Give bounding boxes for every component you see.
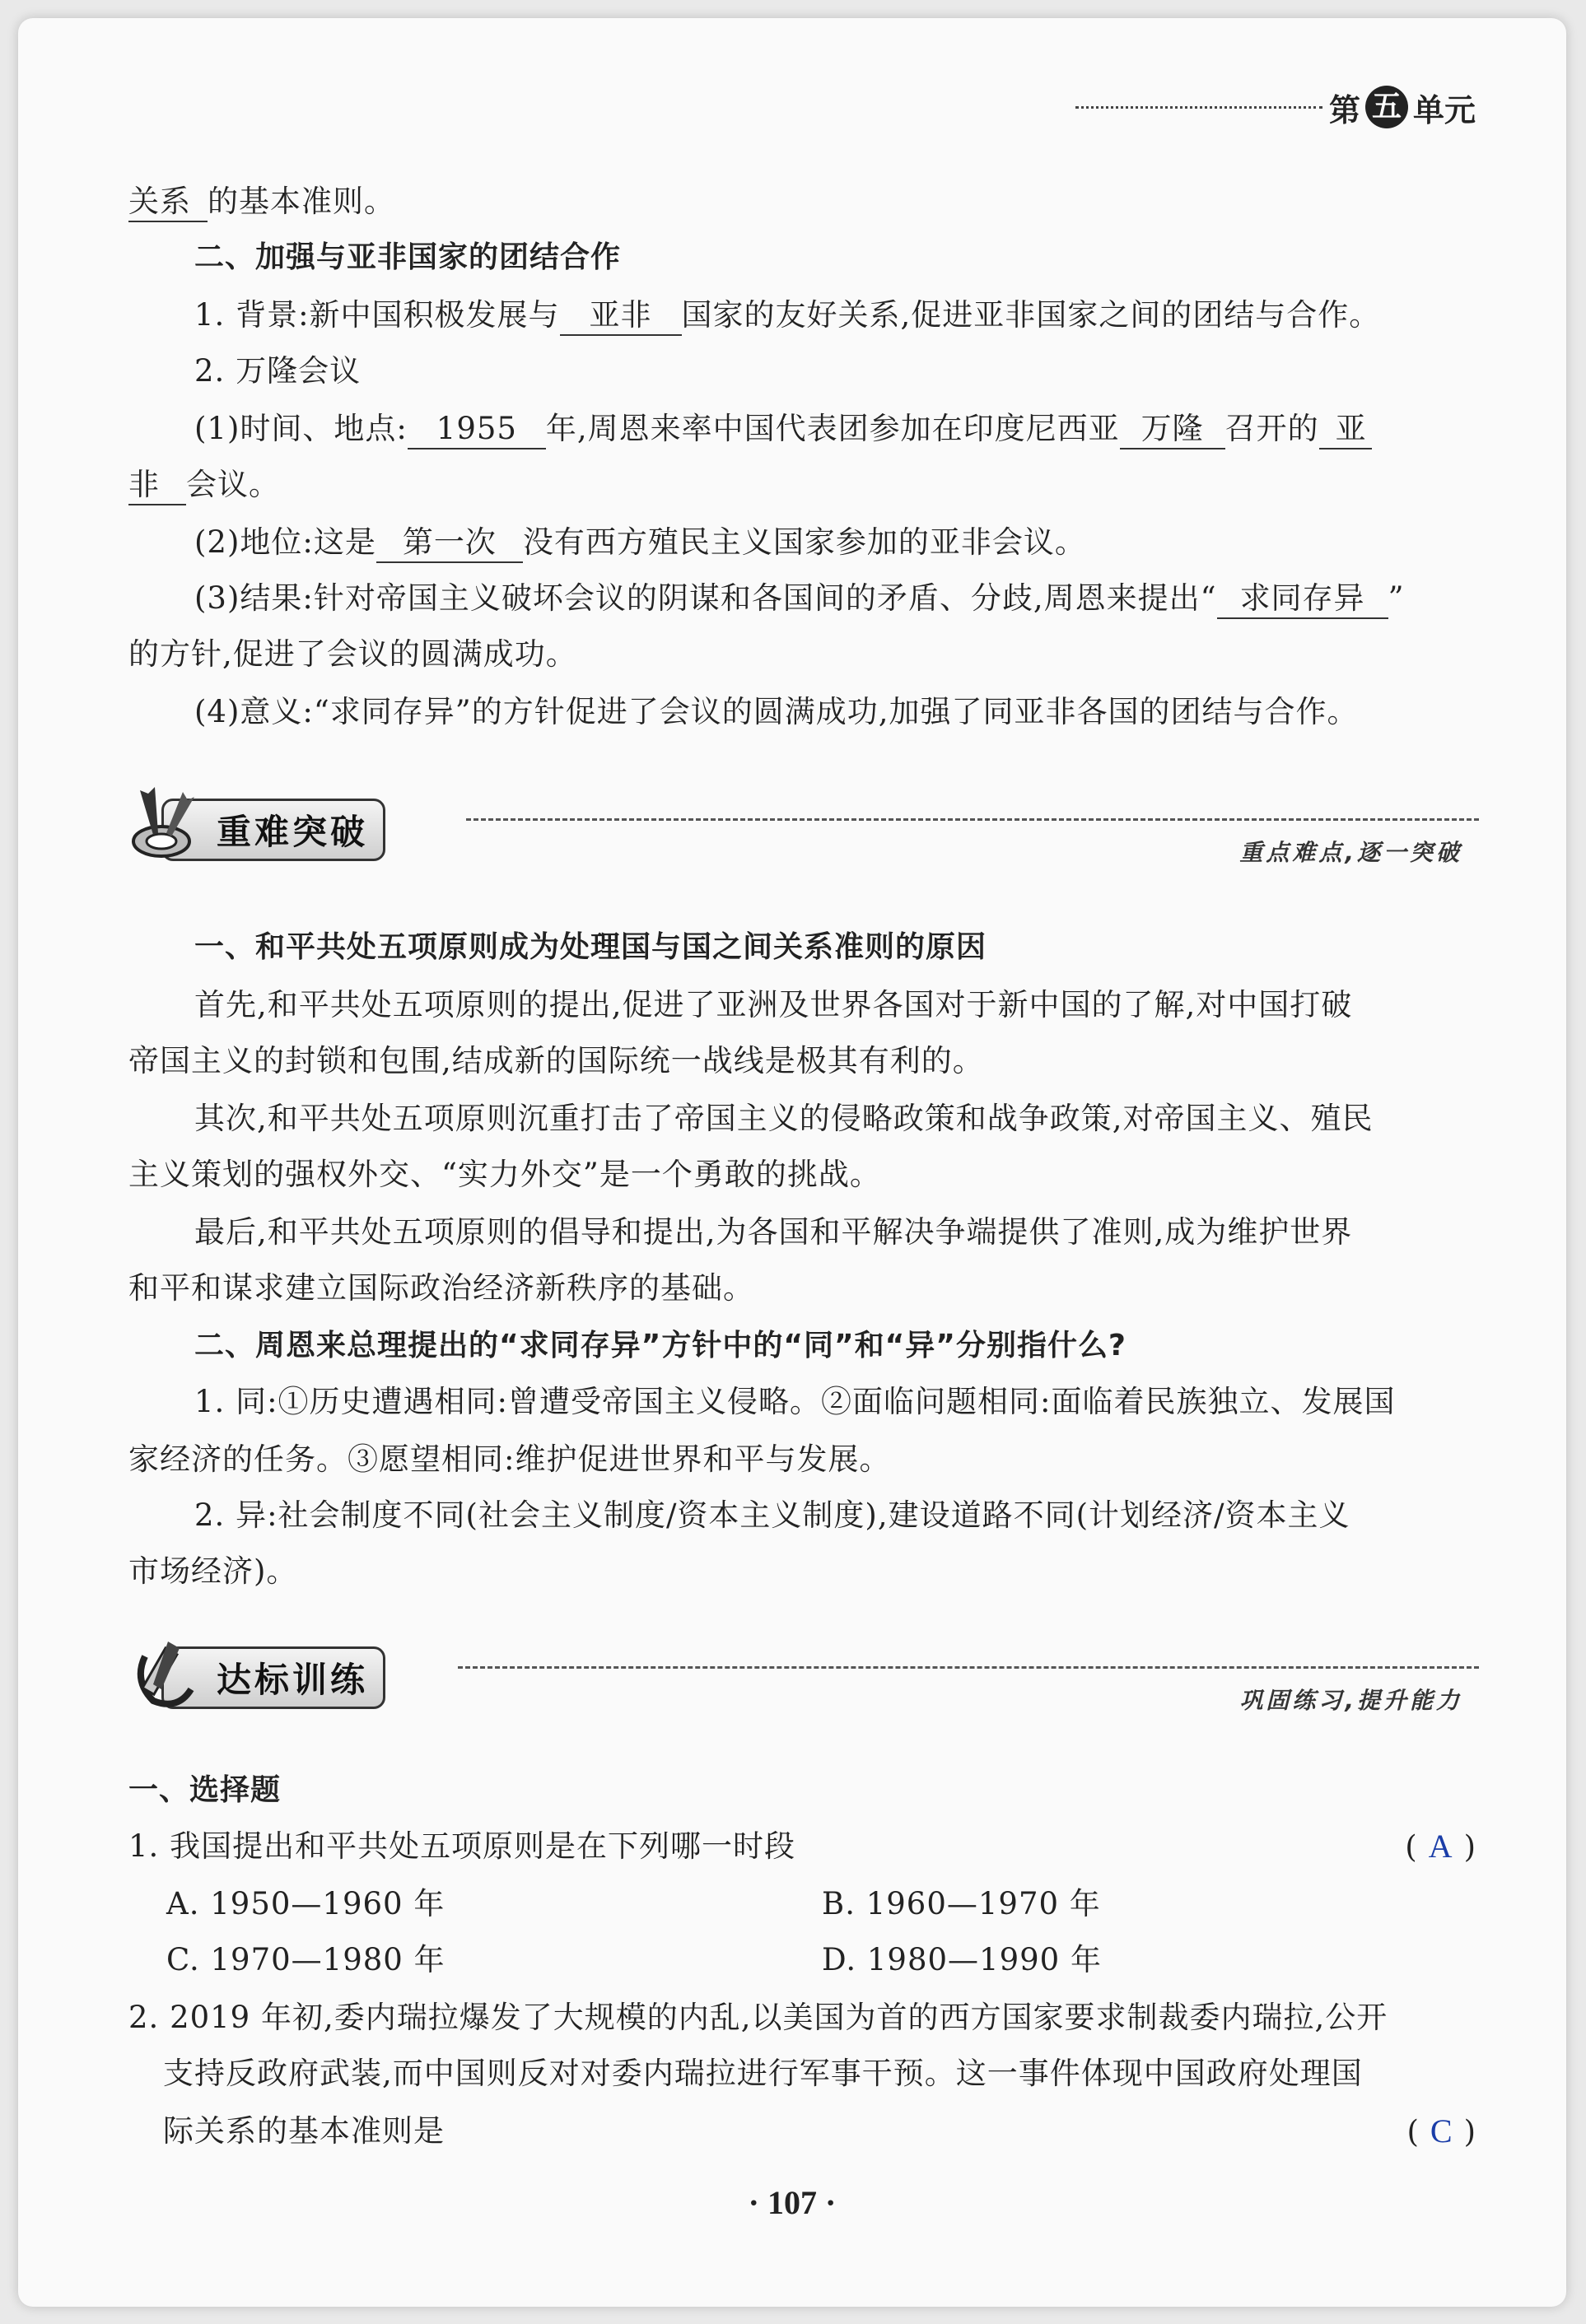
key-paragraph: 2. 异:社会制度不同(社会主义制度/资本主义制度),建设道路不同(计划经济/资本主义 [194,1497,1350,1533]
key-paragraph: 最后,和平共处五项原则的倡导和提出,为各国和平解决争端提供了准则,成为维护世界 [194,1214,1353,1250]
bandung-title: 2. 万隆会议 [194,353,362,389]
question-2-stem: 支持反政府武装,而中国则反对对委内瑞拉进行军事干预。这一事件体现中国政府处理国 [163,2056,1363,2091]
fill-blank: 第一次 [376,524,523,563]
unit-suffix: 单元 [1412,91,1476,128]
unit-prefix: 第 [1328,91,1360,128]
question-1-stem: 1. 我国提出和平共处五项原则是在下列哪一时段 [128,1828,796,1864]
fill-blank: 亚 [1319,410,1372,449]
section-key-title: 重难突破 [161,799,385,861]
key-heading-2: 二、周恩来总理提出的“求同存异”方针中的“同”和“异”分别指什么? [194,1329,1127,1362]
pencil-icon [128,1632,203,1714]
intro-line: 关系 的基本准则。 [128,181,395,222]
section-key-slogan: 重点难点,逐一突破 [1239,839,1462,866]
key-paragraph: 市场经济)。 [128,1553,298,1589]
fill-blank: 关系 [128,183,208,222]
result-line-cont: 的方针,促进了会议的圆满成功。 [128,636,577,672]
target-icon [128,784,203,866]
key-paragraph: 其次,和平共处五项原则沉重打击了帝国主义的侵略政策和战争政策,对帝国主义、殖民 [194,1101,1374,1136]
background-line: 1. 背景:新中国积极发展与 亚非 国家的友好关系,促进亚非国家之间的团结与合作。 [194,295,1380,336]
question-2-stem: 际关系的基本准则是 [163,2113,445,2149]
fill-blank: 非 [128,466,186,505]
textbook-page [18,18,1566,2307]
status-line: (2)地位:这是 第一次 没有西方殖民主义国家参加的亚非会议。 [194,522,1086,563]
key-paragraph: 家经济的任务。③愿望相同:维护促进世界和平与发展。 [128,1441,891,1477]
section-divider [458,1666,1479,1669]
fill-blank: 亚非 [560,296,682,336]
fill-blank: 1955 [408,410,546,449]
section-practice [128,1632,1479,1722]
answer-letter: C [1430,2112,1453,2149]
option-d: D. 1980—1990 年 [822,1942,1102,1977]
unit-number-badge: 五 [1365,86,1408,128]
section-divider [466,818,1479,821]
header-divider [1075,106,1322,109]
unit-label [1329,85,1476,130]
option-a: A. 1950—1960 年 [166,1886,445,1921]
section-practice-title: 达标训练 [161,1646,385,1709]
key-paragraph: 主义策划的强权外交、“实力外交”是一个勇敢的挑战。 [128,1157,881,1192]
key-paragraph: 首先,和平共处五项原则的提出,促进了亚洲及世界各国对于新中国的了解,对中国打破 [194,987,1353,1022]
key-heading-1: 一、和平共处五项原则成为处理国与国之间关系准则的原因 [194,930,987,964]
question-2-stem: 2. 2019 年初,委内瑞拉爆发了大规模的内乱,以美国为首的西方国家要求制裁委内瑞拉,公开 [128,2000,1388,2035]
meaning-line: (4)意义:“求同存异”的方针促进了会议的圆满成功,加强了同亚非各国的团结与合作。 [194,694,1359,729]
option-c: C. 1970—1980 年 [166,1942,445,1977]
key-paragraph: 和平和谋求建立国际政治经济新秩序的基础。 [128,1270,754,1306]
result-line: (3)结果:针对帝国主义破坏会议的阴谋和各国间的矛盾、分歧,周恩来提出“ 求同存异 ” [194,578,1404,619]
unit-header [1075,82,1476,132]
time-line-cont: 非 会议。 [128,464,280,505]
key-paragraph: 帝国主义的封锁和包围,结成新的国际统一战线是极其有利的。 [128,1043,984,1078]
key-paragraph: 1. 同:①历史遭遇相同:曾遭受帝国主义侵略。②面临问题相同:面临着民族独立、发展国 [194,1384,1396,1419]
question-2-answer: ( C ) [1406,2112,1476,2149]
fill-blank: 万隆 [1120,410,1225,449]
fill-blank: 求同存异 [1217,580,1388,619]
answer-letter: A [1428,1828,1453,1865]
page-number: · 107 · [748,2184,837,2221]
section-practice-slogan: 巩固练习,提升能力 [1239,1687,1462,1714]
question-1-answer: ( A ) [1405,1828,1476,1865]
option-b: B. 1960—1970 年 [822,1886,1101,1921]
part2-heading: 二、加强与亚非国家的团结合作 [194,240,622,274]
section-key-points [128,784,1479,874]
time-line: (1)时间、地点: 1955 年,周恩来率中国代表团参加在印度尼西亚 万隆 召开的 亚 [194,408,1372,449]
practice-heading: 一、选择题 [128,1773,282,1807]
